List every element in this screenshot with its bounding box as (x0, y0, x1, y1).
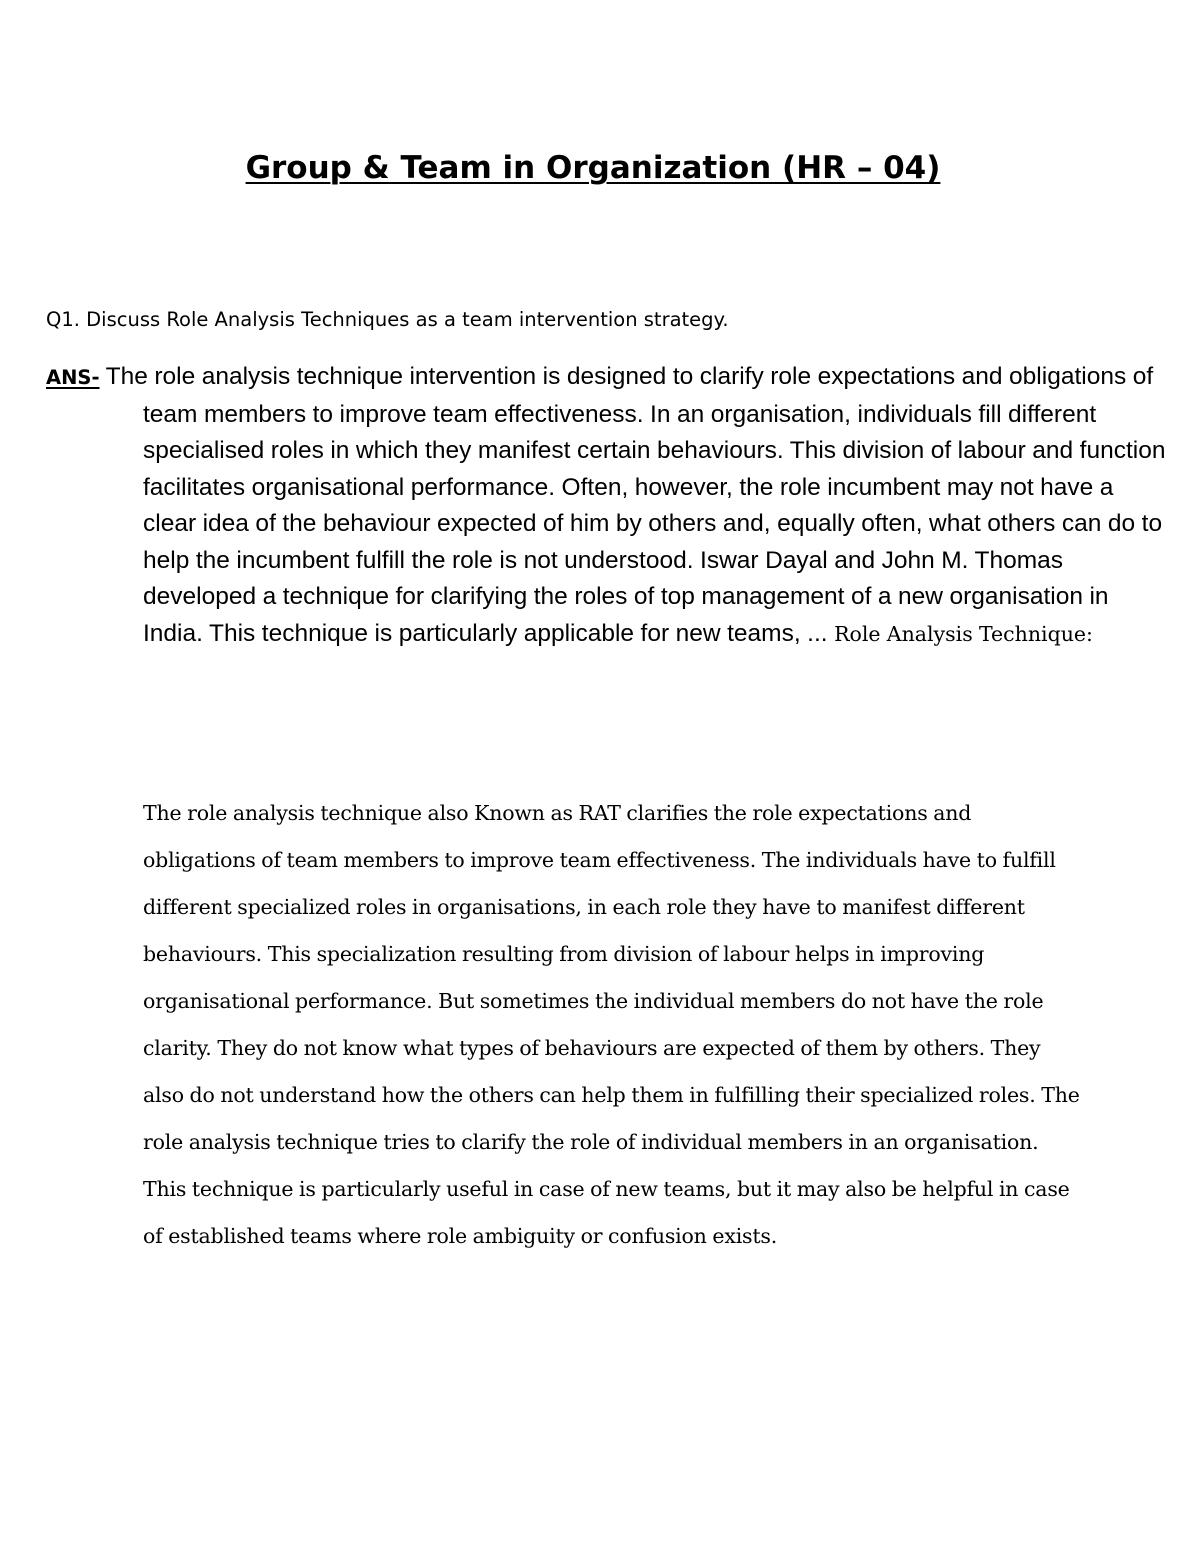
question-text: Q1. Discuss Role Analysis Techniques as a team intervention strategy. (46, 308, 729, 331)
answer-block (46, 359, 1173, 652)
body-paragraph: The role analysis technique also Known as RAT clarifies the role expectations and obligations of team members to improve team effectiveness. The individuals have to fulfill different specialized roles in organisations, in each role they have to manifest different behaviours. This specialization resulting from division of labour helps in improving organisational performance. But sometimes the individual members do not have the role clarity. They do not know what types of behaviours are expected of them by others. They also do not understand how the others can help them in fulfilling their specialized roles. The role analysis technique tries to clarify the role of individual members in an organisation. This technique is particularly useful in case of new teams, but it may also be helpful in case of established teams where role ambiguity or confusion exists. (143, 801, 1080, 1248)
answer-text: The role analysis technique intervention is designed to clarify role expectations and obligations of team members to improve team effectiveness. In an organisation, individuals fill different specialised roles in which they manifest certain behaviours. This division of labour and function facilitates organisational performance. Often, however, the role incumbent may not have a clear idea of the behaviour expected of him by others and, equally often, what others can do to help the incumbent fulfill the role is not understood. Iswar Dayal and John M. Thomas developed a technique for clarifying the roles of top management of a new organisation in India. This technique is particularly applicable for new teams, ... (99, 363, 1166, 647)
page-title: Group & Team in Organization (HR – 04) (245, 150, 941, 186)
answer-label: ANS- (46, 366, 100, 389)
answer-heading: Role Analysis Technique: (834, 621, 1093, 646)
